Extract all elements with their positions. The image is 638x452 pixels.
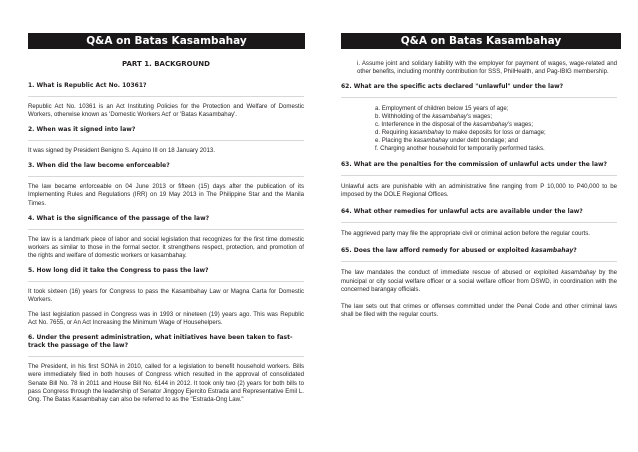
divider (28, 229, 304, 230)
divider (28, 140, 304, 141)
divider (341, 97, 617, 98)
right-page-content (341, 60, 617, 326)
divider (341, 175, 617, 176)
answer-5-part-2: The last legislation passed in Congress was in 1993 or nineteen (19) years ago. This was Republic Act No. 7655, or An Act Increasing the Minimum Wage of Househelpers. (28, 311, 304, 327)
question-2: 2. When was it signed into law? (28, 126, 136, 134)
list-item: d. Requiring kasambahay to make deposits for loss or damage; (375, 129, 546, 137)
question-62: 62. What are the specific acts declared "unlawful" under the law? (341, 83, 564, 91)
list-item: b. Withholding of the kasambahay's wages; (375, 113, 493, 121)
answer-6: The President, in his first SONA in 2010, called for a legislation to benefit household workers. Bills were immediately filed in both houses of Congress which resulted in the approval of consolidated Senate Bill No. 78 in 2011 and House Bill No. 6144 in 2012. It took only two (2) years for both bills to pass Congress through the leadership of Senator Jinggoy Ejercito Estrada and Representative Emil L. Ong. The Batas Kasambahay can also be referred to as the "Estrada-Ong Law." (28, 363, 304, 403)
item-i: i. Assume joint and solidary liability with the employer for payment of wages, wage-related and other benefits, including monthly contribution for SSS, PhilHealth, and Pag-IBIG membership. (357, 60, 617, 76)
left-page-content (28, 60, 304, 411)
divider (28, 176, 304, 177)
answer-63: Unlawful acts are punishable with an administrative fine ranging from P 10,000 to P40,000 to be imposed by the DOLE Regional Offices. (341, 183, 617, 199)
divider (341, 222, 617, 223)
divider (28, 281, 304, 282)
divider (28, 96, 304, 97)
divider (341, 261, 617, 262)
answer-1: Republic Act No. 10361 is an Act Instituting Policies for the Protection and Welfare of Domestic Workers, otherwise known as 'Domestic Workers Act' or 'Batas Kasambahay'. (28, 103, 304, 119)
question-65: 65. Does the law afford remedy for abused or exploited kasambahay? (341, 247, 577, 255)
answer-5-part-1: It took sixteen (16) years for Congress to pass the Kasambahay Law or Magna Carta for Domestic Workers. (28, 287, 304, 304)
answer-64: The aggrieved party may file the appropriate civil or criminal action before the regular courts. (341, 230, 590, 238)
part-title: PART 1. BACKGROUND (122, 60, 210, 68)
answer-4: The law is a landmark piece of labor and social legislation that recognizes for the first time domestic workers as similar to those in the formal sector. It strengthens respect, protection, and promotion of the rights and welfare of domestic workers or kasambahay. (28, 235, 304, 259)
question-5: 5. How long did it take the Congress to pass the law? (28, 266, 209, 274)
answer-3: The law became enforceable on 04 June 2013 or fifteen (15) days after the publication of its Implementing Rules and Regulations (IRR) on 19 May 2013 in The Philippine Star and the Manila Times. (28, 183, 304, 207)
question-4: 4. What is the significance of the passage of the law? (28, 214, 210, 222)
list-item: c. Interference in the disposal of the kasambahay's wages; (375, 121, 534, 129)
answer-2: It was signed by President Benigno S. Aquino III on 18 January 2013. (28, 147, 215, 155)
left-header-banner: Q&A on Batas Kasambahay (28, 33, 305, 49)
question-63: 63. What are the penalties for the commission of unlawful acts under the law? (341, 161, 608, 169)
right-page (319, 0, 638, 452)
list-item: f. Charging another household for temporarily performed tasks. (375, 145, 545, 153)
question-1: 1. What is Republic Act No. 10361? (28, 82, 147, 90)
list-item: a. Employment of children below 15 years of age; (375, 105, 509, 113)
question-64: 64. What other remedies for unlawful acts are available under the law? (341, 208, 583, 216)
answer-65-part-2: The law sets out that crimes or offenses committed under the Penal Code and other criminal laws shall be filed with the regular courts. (341, 302, 617, 318)
list-item: e. Placing the kasambahay under debt bondage; and (375, 137, 518, 145)
right-header-banner: Q&A on Batas Kasambahay (341, 33, 621, 49)
answer-65-part-1: The law mandates the conduct of immediate rescue of abused or exploited kasambahay by the municipal or city social welfare officer or a social welfare officer from DSWD, in coordination with the concerned barangay officials. (341, 269, 617, 293)
question-6: 6. Under the present administration, what initiatives have been taken to fast-track the passage of the law? (28, 334, 293, 350)
divider (28, 356, 304, 357)
question-3: 3. When did the law become enforceable? (28, 162, 170, 170)
unlawful-acts-list (341, 105, 617, 153)
